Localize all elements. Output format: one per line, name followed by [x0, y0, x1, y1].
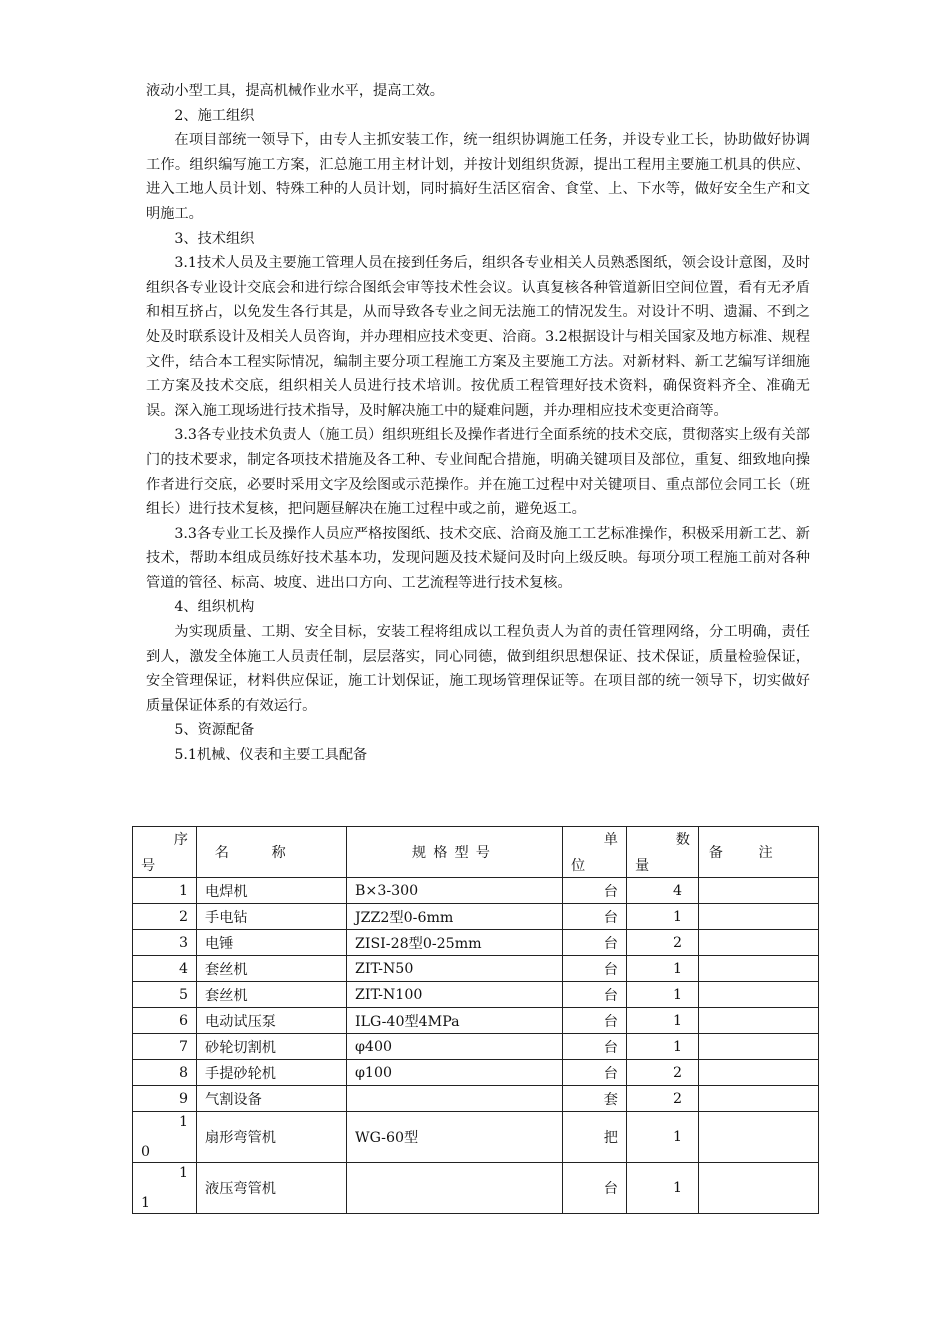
cell-spec: ZIT-N50 — [347, 956, 563, 982]
heading-tools-list: 5.1机械、仪表和主要工具配备 — [174, 747, 368, 764]
cell-note — [699, 956, 819, 982]
cell-spec: B×3-300 — [347, 878, 563, 904]
cell-unit: 台 — [563, 878, 627, 904]
cell-name: 套丝机 — [197, 956, 347, 982]
cell-name: 电动试压泵 — [197, 1008, 347, 1034]
cell-qty: 1 — [627, 982, 699, 1008]
cell-qty: 2 — [627, 1086, 699, 1112]
heading-construction-organization: 2、施工组织 — [174, 107, 255, 124]
cell-spec: JZZ2型0-6mm — [347, 904, 563, 930]
table-row — [133, 1086, 819, 1112]
cell-note — [699, 982, 819, 1008]
table-row — [133, 956, 819, 982]
cell-no: 4 — [133, 956, 197, 982]
paragraph-technical-3-3b: 3.3各专业工长及操作人员应严格按图纸、技术交底、洽商及施工工艺标准操作，积极采用新工艺、新技术，帮助本组成员练好技术基本功，发现问题及技术疑问及时向上级反映。每项分项工程施工前对各种管道的管径、标高、坡度、进出口方向、工艺流程等进行技术复核。 — [146, 525, 810, 591]
header-qty: 数 量 — [627, 827, 699, 878]
cell-qty: 1 — [627, 1163, 699, 1214]
header-spec: 规格型号 — [347, 827, 563, 878]
cell-unit: 套 — [563, 1086, 627, 1112]
tools-table — [132, 826, 819, 1214]
cell-qty: 4 — [627, 878, 699, 904]
header-note: 备注 — [699, 827, 819, 878]
cell-unit: 台 — [563, 1008, 627, 1034]
cell-name: 气割设备 — [197, 1086, 347, 1112]
cell-unit: 台 — [563, 1060, 627, 1086]
cell-qty: 1 — [627, 1112, 699, 1163]
table-row — [133, 1112, 819, 1163]
cell-qty: 1 — [627, 1008, 699, 1034]
cell-spec: ILG-40型4MPa — [347, 1008, 563, 1034]
cell-qty: 2 — [627, 930, 699, 956]
cell-qty: 1 — [627, 1034, 699, 1060]
table-row — [133, 1034, 819, 1060]
cell-spec — [347, 1163, 563, 1214]
table-row — [133, 1008, 819, 1034]
table-row — [133, 982, 819, 1008]
heading-organization-structure: 4、组织机构 — [174, 599, 255, 616]
cell-name: 套丝机 — [197, 982, 347, 1008]
cell-name: 液压弯管机 — [197, 1163, 347, 1214]
cell-no: 9 — [133, 1086, 197, 1112]
cell-name: 扇形弯管机 — [197, 1112, 347, 1163]
cell-name: 手电钻 — [197, 904, 347, 930]
paragraph-technical-3-1: 3.1技术人员及主要施工管理人员在接到任务后，组织各专业相关人员熟悉图纸，领会设计意图，及时组织各专业设计交底会和进行综合图纸会审等技术性会议。认真复核各种管道新旧空间位置，看有无矛盾和相互挤占，以免发生各行其是，从而导致各专业之间无法施工的情况发生。对设计不明、遗漏、不到之处及时联系设计及相关人员咨询，并办理相应技术变更、洽商。3.2根据设计与相关国家及地方标准、规程文件，结合本工程实际情况，编制主要分项工程施工方案及主要施工方法。对新材料、新工艺编写详细施工方案及技术交底，组织相关人员进行技术培训。按优质工程管理好技术资料，确保资料齐全、准确无误。深入施工现场进行技术指导，及时解决施工中的疑难问题，并办理相应技术变更洽商等。 — [146, 255, 810, 419]
header-name: 名称 — [197, 827, 347, 878]
cell-no: 1 0 — [133, 1112, 197, 1163]
cell-note — [699, 930, 819, 956]
paragraph-organization-structure: 为实现质量、工期、安全目标，安装工程将组成以工程负责人为首的责任管理网络，分工明确，责任到人，激发全体施工人员责任制，层层落实，同心同德，做到组织思想保证、技术保证，质量检验保证，安全管理保证，材料供应保证，施工计划保证，施工现场管理保证等。在项目部的统一领导下，切实做好质量保证体系的有效运行。 — [146, 624, 810, 714]
cell-note — [699, 1034, 819, 1060]
cell-note — [699, 1086, 819, 1112]
table-row — [133, 904, 819, 930]
header-no: 序 号 — [133, 827, 197, 878]
table-row — [133, 878, 819, 904]
cell-name: 砂轮切割机 — [197, 1034, 347, 1060]
cell-no: 1 1 — [133, 1163, 197, 1214]
cell-qty: 1 — [627, 956, 699, 982]
cell-unit: 台 — [563, 904, 627, 930]
heading-technical-organization: 3、技术组织 — [174, 230, 255, 247]
cell-no: 6 — [133, 1008, 197, 1034]
cell-spec: ZISI-28型0-25mm — [347, 930, 563, 956]
cell-spec: ZIT-N100 — [347, 982, 563, 1008]
cell-unit: 台 — [563, 1163, 627, 1214]
cell-unit: 台 — [563, 982, 627, 1008]
heading-resources: 5、资源配备 — [174, 722, 255, 739]
cell-unit: 把 — [563, 1112, 627, 1163]
cell-note — [699, 878, 819, 904]
table-header-row — [133, 827, 819, 878]
cell-no: 2 — [133, 904, 197, 930]
cell-spec — [347, 1086, 563, 1112]
cell-no: 3 — [133, 930, 197, 956]
cell-note — [699, 1008, 819, 1034]
cell-note — [699, 1112, 819, 1163]
table-row — [133, 1060, 819, 1086]
table-row — [133, 930, 819, 956]
cell-unit: 台 — [563, 1034, 627, 1060]
cell-no: 1 — [133, 878, 197, 904]
cell-name: 电锤 — [197, 930, 347, 956]
cell-name: 电焊机 — [197, 878, 347, 904]
cell-no: 5 — [133, 982, 197, 1008]
cell-name: 手提砂轮机 — [197, 1060, 347, 1086]
body-text — [146, 79, 810, 768]
paragraph-technical-3-3a: 3.3各专业技术负责人（施工员）组织班组长及操作者进行全面系统的技术交底，贯彻落实上级有关部门的技术要求，制定各项技术措施及各工种、专业间配合措施，明确关键项目及部位，重复、细致地向操作者进行交底，必要时采用文字及绘图或示范操作。并在施工过程中对关键项目、重点部位会同工长（班组长）进行技术复核，把问题昼解决在施工过程中或之前，避免返工。 — [146, 427, 810, 518]
cell-note — [699, 1163, 819, 1214]
cell-qty: 2 — [627, 1060, 699, 1086]
cell-spec: φ400 — [347, 1034, 563, 1060]
cell-note — [699, 1060, 819, 1086]
cell-no: 7 — [133, 1034, 197, 1060]
cell-spec: φ100 — [347, 1060, 563, 1086]
table-row — [133, 1163, 819, 1214]
header-unit: 单 位 — [563, 827, 627, 878]
paragraph-continuation: 液动小型工具，提高机械作业水平，提高工效。 — [146, 83, 444, 99]
cell-spec: WG-60型 — [347, 1112, 563, 1163]
cell-note — [699, 904, 819, 930]
cell-qty: 1 — [627, 904, 699, 930]
cell-unit: 台 — [563, 930, 627, 956]
cell-unit: 台 — [563, 956, 627, 982]
paragraph-construction-organization: 在项目部统一领导下，由专人主抓安装工作，统一组织协调施工任务，并设专业工长，协助做好协调工作。组织编写施工方案，汇总施工用主材计划，并按计划组织货源，提出工程用主要施工机具的供应、进入工地人员计划、特殊工种的人员计划，同时搞好生活区宿舍、食堂、上、下水等，做好安全生产和文明施工。 — [146, 132, 810, 222]
cell-no: 8 — [133, 1060, 197, 1086]
